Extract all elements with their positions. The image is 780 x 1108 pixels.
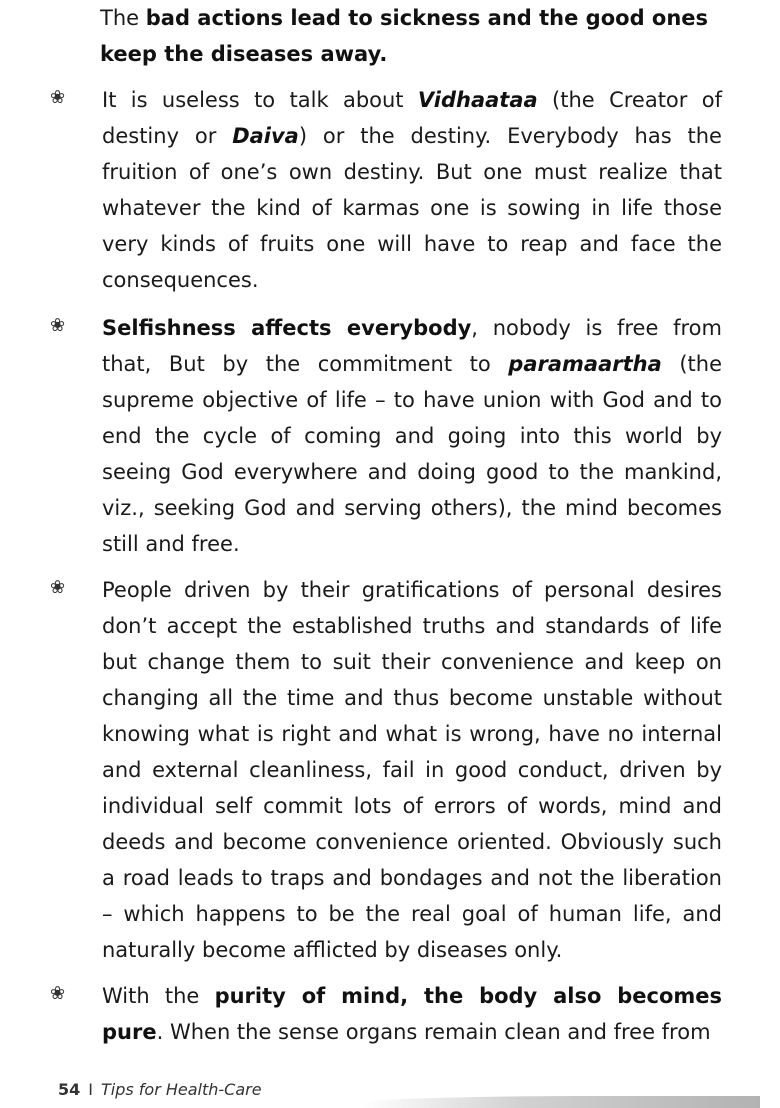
bullet-item-destiny: [50, 82, 722, 298]
bullet-text: People driven by their gratifications of personal desires don’t accept the established truths and standards of life but change them to suit their convenience and keep on changing all the time and thus become unstable without knowing what is right and what is wrong, have no internal and external cleanliness, fail in good conduct, driven by individual self commit lots of errors of words, mind and deeds and become convenience oriented. Obviously such a road leads to traps and bondages and not the liberation – which happens to be the real goal of human life, and naturally become afflicted by diseases only.: [102, 578, 722, 962]
flower-bullet-icon: ❀: [50, 315, 66, 336]
flower-bullet-icon: ❀: [50, 87, 66, 108]
footer-separator: I: [88, 1080, 93, 1099]
book-title: Tips for Health-Care: [100, 1080, 262, 1099]
bullet-item-desires: [50, 572, 722, 968]
page-number: 54: [58, 1080, 81, 1099]
intro-paragraph: [100, 0, 722, 72]
bullet-text: Selfishness affects everybody, nobody is free from that, But by the commitment to paramaartha (the supreme objective of life – to have union with God and to end the cycle of coming and going into this world by seeing God everywhere and doing good to the mankind, viz., seeking God and serving others), the mind becomes still and free.: [102, 316, 722, 556]
term-daiva: Daiva: [232, 124, 299, 148]
intro-text: The: [100, 6, 146, 30]
bullet-item-purity: [50, 978, 722, 1050]
bullet-text: With the purity of mind, the body also becomes pure. When the sense organs remain clean and free from: [102, 984, 723, 1044]
page-curl-shadow: [360, 1096, 760, 1108]
intro-bold-text: bad actions lead to sickness and the good ones keep the diseases away.: [100, 6, 709, 66]
bullet-text: It is useless to talk about Vidhaataa (the Creator of destiny or Daiva) or the destiny. Everybody has the fruition of one’s own destiny. But one must realize that whatever the kind of karmas one is sowing in life those very kinds of fruits one will have to reap and face the consequences.: [102, 88, 722, 292]
flower-bullet-icon: ❀: [50, 983, 66, 1004]
flower-bullet-icon: ❀: [50, 577, 66, 598]
bullet-item-selfishness: [50, 310, 722, 562]
term-vidhaataa: Vidhaataa: [417, 88, 538, 112]
page-footer: [58, 1078, 262, 1102]
term-paramaartha: paramaartha: [508, 352, 662, 376]
